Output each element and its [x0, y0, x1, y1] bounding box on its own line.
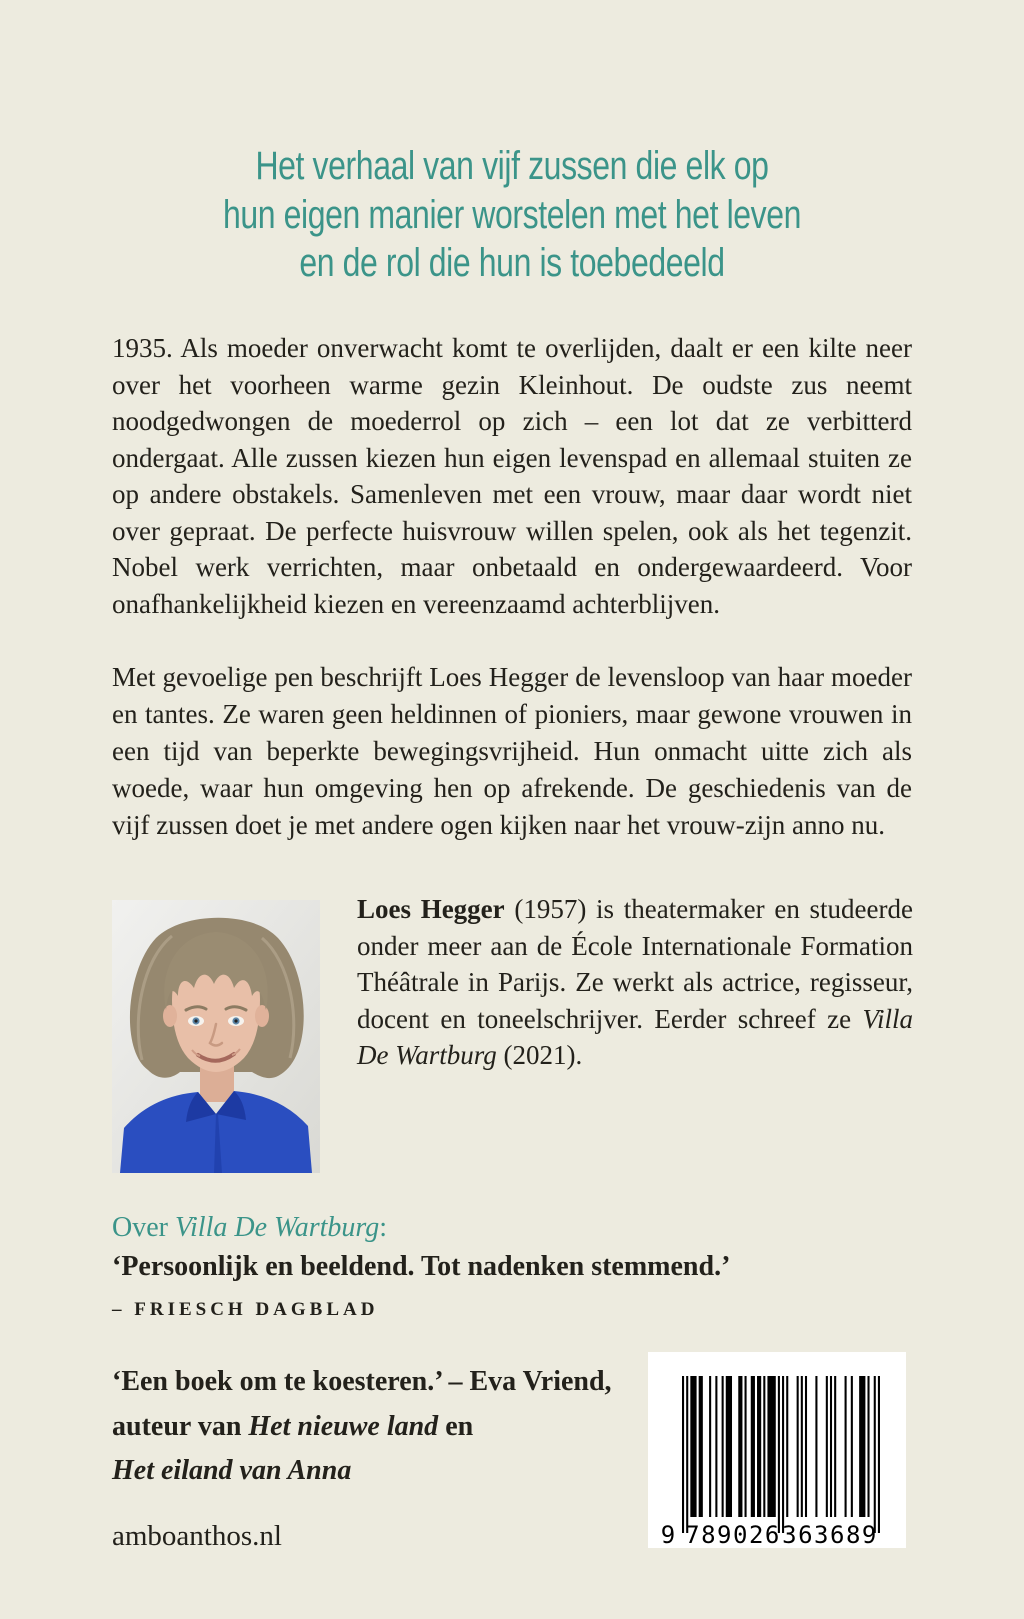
author-photo — [112, 900, 320, 1173]
tagline-line-1: Het verhaal van vijf zussen die elk op — [255, 144, 769, 188]
review-quote-eva-vriend — [112, 1360, 632, 1494]
svg-text:9: 9 — [660, 1521, 676, 1548]
previous-book-title: Villa De Wartburg — [357, 1003, 913, 1070]
quote2-line-1: ‘Een boek om te koesteren.’ – Eva Vriend, — [112, 1366, 612, 1397]
author-portrait-illustration — [112, 900, 320, 1173]
review-heading-title: Villa De Wartburg — [174, 1212, 380, 1243]
synopsis-paragraph-2: Met gevoelige pen beschrijft Loes Hegger de levensloop van haar moeder en tantes. Ze waren geen heldinnen of pioniers, maar gewone vrouwen in een tijd van beperkte bewegingsvrijheid. Hun onmacht uitte zich als woede, waar hun omgeving hen op afrekende. De geschiedenis van de vijf zussen doet je met andere ogen kijken naar het vrouw-zijn anno nu. — [112, 662, 912, 840]
author-bio — [357, 891, 913, 1074]
review-heading-prefix: Over — [112, 1212, 175, 1243]
review-source-friesch-dagblad: – FRIESCH DAGBLAD — [112, 1299, 379, 1320]
svg-text:363689: 363689 — [782, 1521, 878, 1548]
synopsis-paragraph-1: 1935. Als moeder onverwacht komt te overlijden, daalt er een kilte neer over het voorheen warme gezin Kleinhout. De oudste zus neemt noodgedwongen de moederrol op zich – een lot dat ze verbitterd ondergaat. Alle zussen kiezen hun eigen levenspad en allemaal stuiten ze op andere obstakels. Samenleven met een vrouw, maar daar wordt niet over gepraat. De perfecte huisvrouw willen spelen, ook als het tegenzit. Nobel werk verrichten, maar onbetaald en ondergewaardeerd. Voor onafhankelijkheid kiezen en vereenzaamd achterblijven. — [112, 333, 912, 619]
review-heading-suffix: : — [379, 1212, 388, 1243]
svg-text:789026: 789026 — [685, 1521, 781, 1548]
author-bio-end: (2021). — [496, 1040, 583, 1070]
publisher-website: amboanthos.nl — [112, 1520, 282, 1552]
review-heading — [112, 1212, 387, 1244]
barcode-svg — [648, 1352, 906, 1548]
quote2-line-2 — [112, 1405, 632, 1450]
quote2-book-title-2: Het eiland van Anna — [112, 1455, 352, 1486]
tagline-line-2: hun eigen manier worstelen met het leven — [222, 192, 802, 237]
barcode — [648, 1352, 906, 1548]
quote2-line2-prefix: auteur van — [112, 1410, 249, 1442]
author-bio-text: (1957) is theatermaker en studeerde onder meer aan de École Internationale Formation Théâtrale in Parijs. Ze werkt als actrice, regisseur, docent en toneelschrijver. Eerder schreef ze — [357, 894, 913, 1034]
review-quote-friesch-dagblad: ‘Persoonlijk en beeldend. Tot nadenken stemmend.’ — [112, 1251, 731, 1282]
quote2-line2-suffix: en — [438, 1410, 474, 1442]
tagline-line-3: en de rol die hun is toebedeeld — [299, 241, 725, 285]
quote2-line-3 — [112, 1449, 632, 1494]
tagline — [112, 142, 912, 288]
quote2-book-title-1: Het nieuwe land — [248, 1410, 439, 1442]
author-name: Loes Hegger — [357, 894, 505, 924]
